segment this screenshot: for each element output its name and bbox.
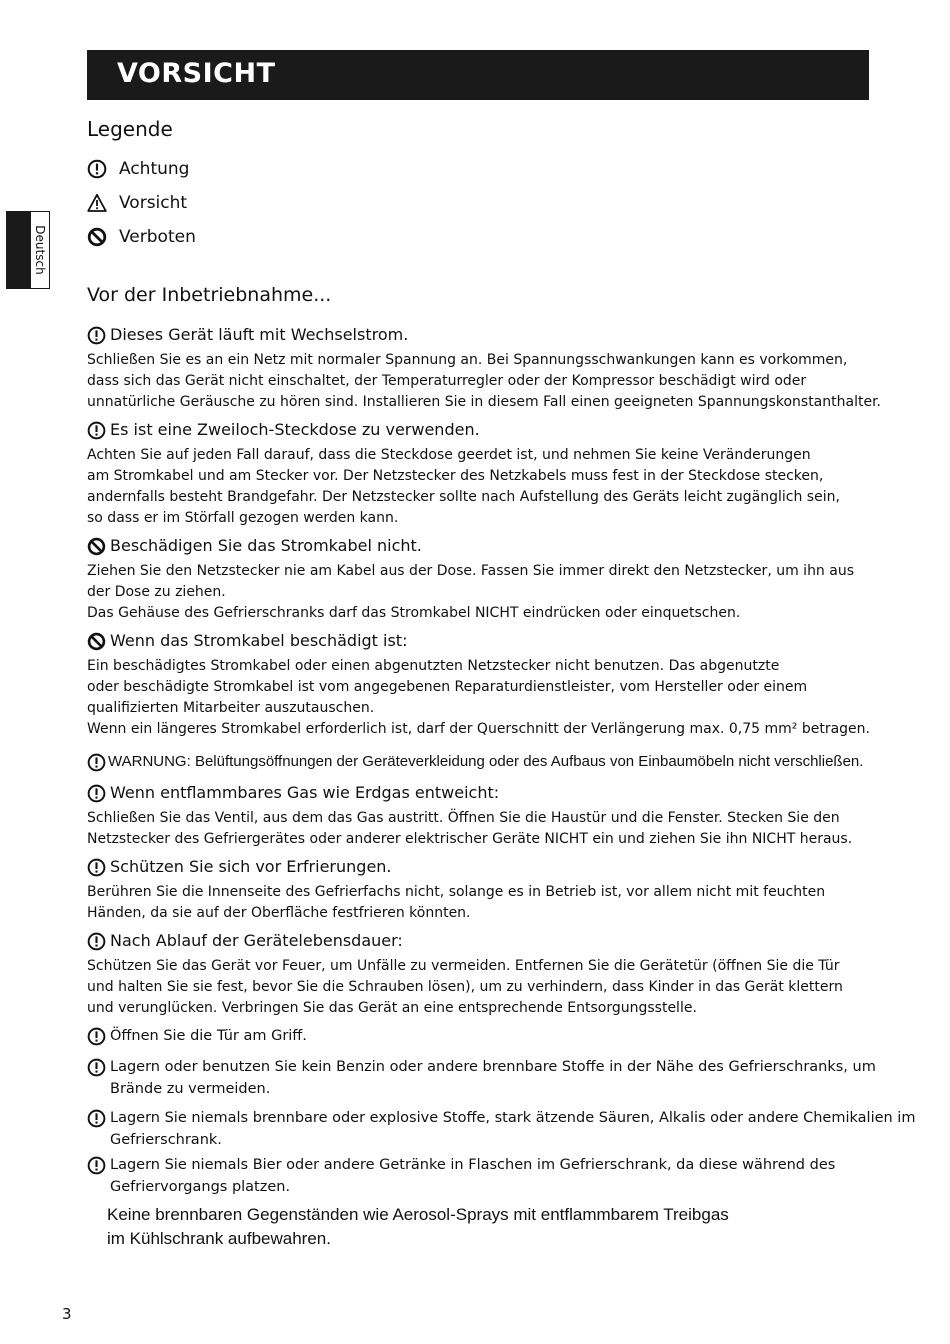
safety-item [87, 780, 922, 850]
safety-content [87, 322, 922, 1251]
exclamation-circle-icon [87, 932, 106, 951]
page-number: 3 [62, 1305, 72, 1323]
exclamation-circle-icon [87, 326, 106, 345]
item-body: Achten Sie auf jeden Fall darauf, dass die Steckdose geerdet ist, und nehmen Sie keine Veränderungen am Stromkabel und am Stecker vor. Der Netzstecker des Netzkabels muss fest in der Steckdose stecken, andernfalls besteht Brandgefahr. Der Netzstecker sollte nach Aufstellung des Geräts leicht zugänglich sein, so dass er im Störfall gezogen werden kann. [87, 447, 840, 526]
legend-label: Vorsicht [119, 193, 188, 213]
legend-title: Legende [87, 117, 173, 141]
safety-item [87, 628, 922, 740]
prohibition-icon [87, 227, 107, 247]
item-heading: Wenn das Stromkabel beschädigt ist: [110, 631, 408, 650]
safety-item [87, 417, 922, 529]
bullet-item [87, 1107, 922, 1152]
exclamation-circle-icon [87, 784, 106, 803]
item-body: Schließen Sie es an ein Netz mit normaler Spannung an. Bei Spannungsschwankungen kann es vorkommen, dass sich das Gerät nicht einschaltet, der Temperaturregler oder der Kompressor beschädigt wird oder unnatürliche Geräusche zu hören sind. Installieren Sie in diesem Fall einen geeigneten Spannungskonstanthalter. [87, 352, 881, 410]
bullet-item [87, 1154, 922, 1199]
final-note: Keine brennbaren Gegenständen wie Aerosol-Sprays mit entflammbarem Treibgas im Kühlschrank aufbewahren. [107, 1204, 729, 1248]
item-body: Berühren Sie die Innenseite des Gefrierfachs nicht, solange es in Betrieb ist, vor allem nicht mit feuchten Händen, da sie auf der Oberfläche festfrieren könnten. [87, 884, 826, 921]
exclamation-circle-icon [87, 1109, 106, 1128]
warning-text: WARNUNG: Belüftungsöffnungen der Geräteverkleidung oder des Aufbaus von Einbaumöbeln nicht verschließen. [108, 753, 864, 770]
safety-item [87, 928, 922, 1019]
item-heading: Beschädigen Sie das Stromkabel nicht. [110, 536, 422, 555]
page-title: VORSICHT [117, 58, 276, 89]
legend-label: Verboten [119, 227, 196, 247]
section-title: Vor der Inbetriebnahme... [87, 284, 332, 306]
item-heading: Es ist eine Zweiloch-Steckdose zu verwenden. [110, 420, 480, 439]
exclamation-circle-icon [87, 1027, 106, 1046]
exclamation-circle-icon [87, 753, 106, 772]
item-body: Schließen Sie das Ventil, aus dem das Gas austritt. Öffnen Sie die Haustür und die Fenster. Stecken Sie den Netzstecker des Gefriergerätes oder anderer elektrischer Geräte NICHT ein und ziehen Sie ihn NICHT heraus. [87, 810, 853, 847]
bullet-text: Lagern Sie niemals brennbare oder explosive Stoffe, stark ätzende Säuren, Alkalis oder andere Chemikalien im Gefrierschrank. [110, 1109, 916, 1148]
exclamation-circle-icon [87, 159, 107, 179]
bullet-item [87, 1025, 922, 1048]
legend-item-achtung [87, 157, 189, 181]
item-heading: Wenn entflammbares Gas wie Erdgas entweicht: [110, 783, 500, 802]
safety-item [87, 322, 922, 413]
bullet-text: Öffnen Sie die Tür am Griff. [110, 1028, 307, 1044]
bullet-item [87, 1056, 922, 1101]
safety-item [87, 533, 922, 624]
bullet-text: Lagern Sie niemals Bier oder andere Getränke in Flaschen im Gefrierschrank, da diese während des Gefriervorgangs platzen. [110, 1156, 836, 1195]
legend-label: Achtung [119, 159, 190, 179]
bullet-text: Lagern oder benutzen Sie kein Benzin oder andere brennbare Stoffe in der Nähe des Gefrierschranks, um Brände zu vermeiden. [110, 1058, 876, 1097]
side-tab-box [30, 211, 50, 289]
prohibition-icon [87, 632, 106, 651]
item-heading: Dieses Gerät läuft mit Wechselstrom. [110, 325, 409, 344]
item-body: Schützen Sie das Gerät vor Feuer, um Unfälle zu vermeiden. Entfernen Sie die Gerätetür (öffnen Sie die Tür und halten Sie sie fest, bevor Sie die Schrauben lösen), um zu verhindern, dass Kinder in das Gerät klettern und verunglücken. Verbringen Sie das Gerät an eine entsprechende Entsorgungsstelle. [87, 958, 843, 1016]
legend-item-vorsicht [87, 191, 187, 215]
legend-item-verboten [87, 225, 196, 249]
side-tab-bar [6, 211, 30, 289]
prohibition-icon [87, 537, 106, 556]
exclamation-circle-icon [87, 1156, 106, 1175]
item-heading: Nach Ablauf der Gerätelebensdauer: [110, 931, 403, 950]
ventilation-warning [87, 750, 922, 774]
item-body: Ein beschädigtes Stromkabel oder einen abgenutzten Netzstecker nicht benutzen. Das abgenutzte oder beschädigte Stromkabel ist vom angegebenen Reparaturdienstleister, vom Hersteller oder einem qualifizierten Mitarbeiter auszutauschen. Wenn ein längeres Stromkabel erforderlich ist, darf der Querschnitt der Verlängerung max. 0,75 mm² betragen. [87, 658, 870, 737]
item-body: Ziehen Sie den Netzstecker nie am Kabel aus der Dose. Fassen Sie immer direkt den Netzstecker, um ihn aus der Dose zu ziehen. Das Gehäuse des Gefrierschranks darf das Stromkabel NICHT eindrücken oder einquetschen. [87, 563, 855, 621]
language-side-tab [6, 211, 50, 289]
item-heading: Schützen Sie sich vor Erfrierungen. [110, 857, 392, 876]
safety-item [87, 854, 922, 924]
header-banner [87, 50, 869, 100]
exclamation-circle-icon [87, 858, 106, 877]
side-tab-label: Deutsch [33, 225, 47, 275]
exclamation-circle-icon [87, 1058, 106, 1077]
warning-triangle-icon [87, 193, 107, 213]
exclamation-circle-icon [87, 421, 106, 440]
